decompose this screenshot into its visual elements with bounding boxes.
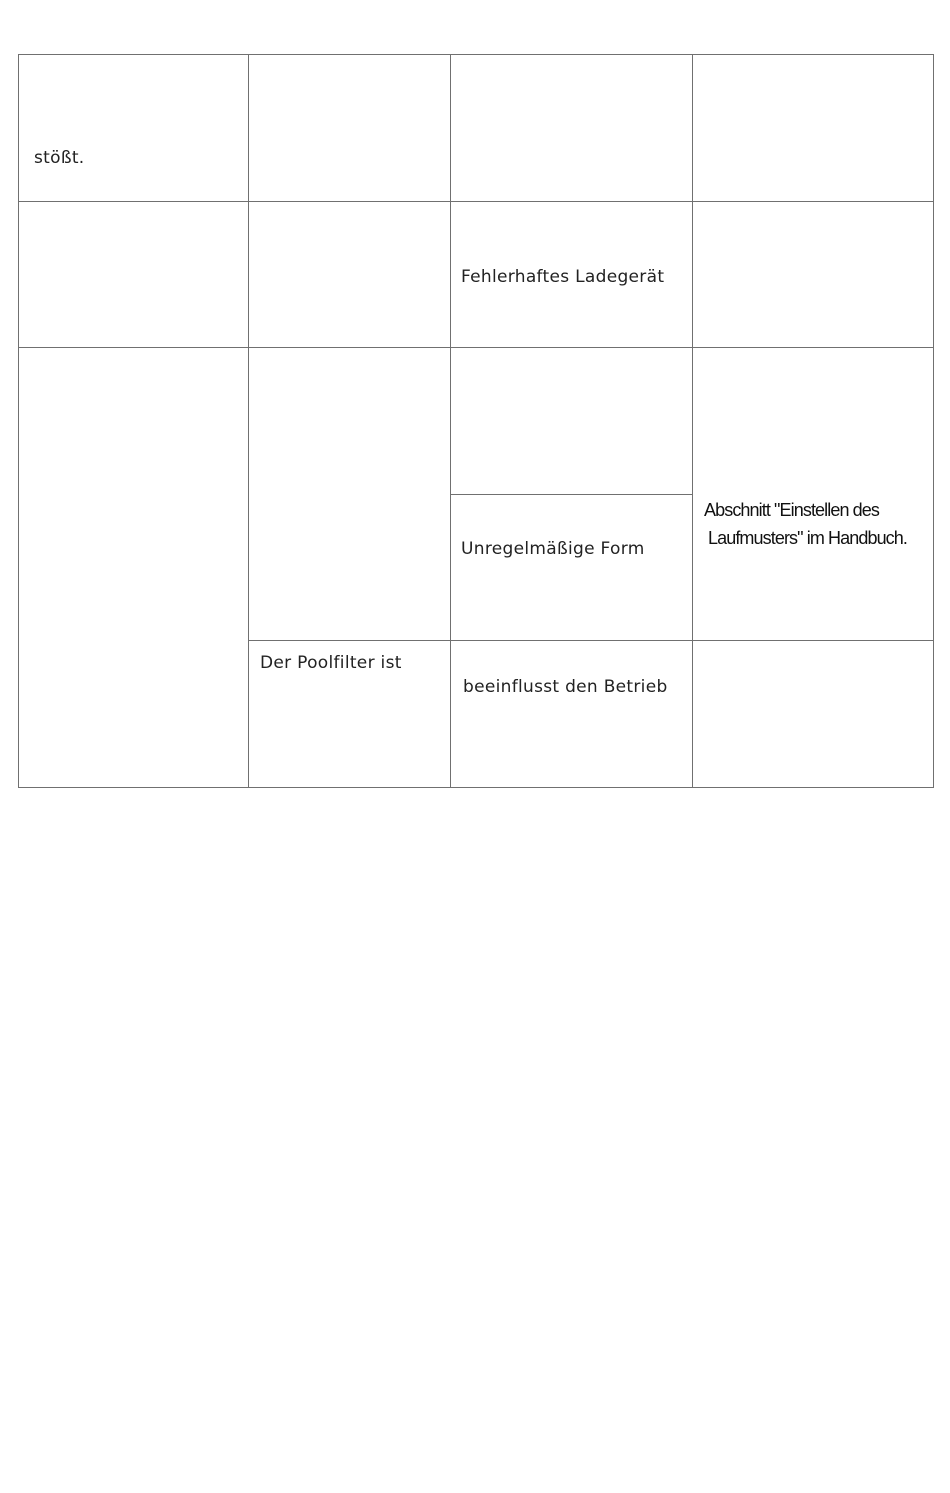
cell-r3-c2 bbox=[248, 347, 451, 641]
cell-r1-c4 bbox=[692, 54, 934, 202]
cell-r4-c4 bbox=[692, 640, 934, 788]
cell-r4-c3 bbox=[450, 640, 693, 788]
cell-r2-c2 bbox=[248, 201, 451, 348]
cell-r4-c2 bbox=[248, 640, 451, 788]
troubleshooting-table bbox=[18, 54, 934, 788]
cell-text-line2: Laufmusters" im Handbuch. bbox=[708, 528, 907, 548]
cell-r1-c2 bbox=[248, 54, 451, 202]
cell-r3-c1-merged bbox=[18, 347, 249, 788]
cell-text: beeinflusst den Betrieb bbox=[463, 677, 668, 697]
cell-r3-c3-lower bbox=[450, 494, 693, 641]
cell-r2-c3 bbox=[450, 201, 693, 348]
cell-r1-c3 bbox=[450, 54, 693, 202]
cell-r2-c1 bbox=[18, 201, 249, 348]
cell-r1-c1 bbox=[18, 54, 249, 202]
cell-text: Der Poolfilter ist bbox=[260, 653, 402, 673]
cell-r3-c4 bbox=[692, 347, 934, 641]
cell-text: Fehlerhaftes Ladegerät bbox=[461, 267, 665, 287]
cell-text: Unregelmäßige Form bbox=[461, 539, 645, 559]
cell-text: stößt. bbox=[34, 148, 85, 168]
cell-text-line1: Abschnitt "Einstellen des bbox=[704, 500, 879, 520]
cell-r3-c3-upper bbox=[450, 347, 693, 495]
cell-r2-c4 bbox=[692, 201, 934, 348]
